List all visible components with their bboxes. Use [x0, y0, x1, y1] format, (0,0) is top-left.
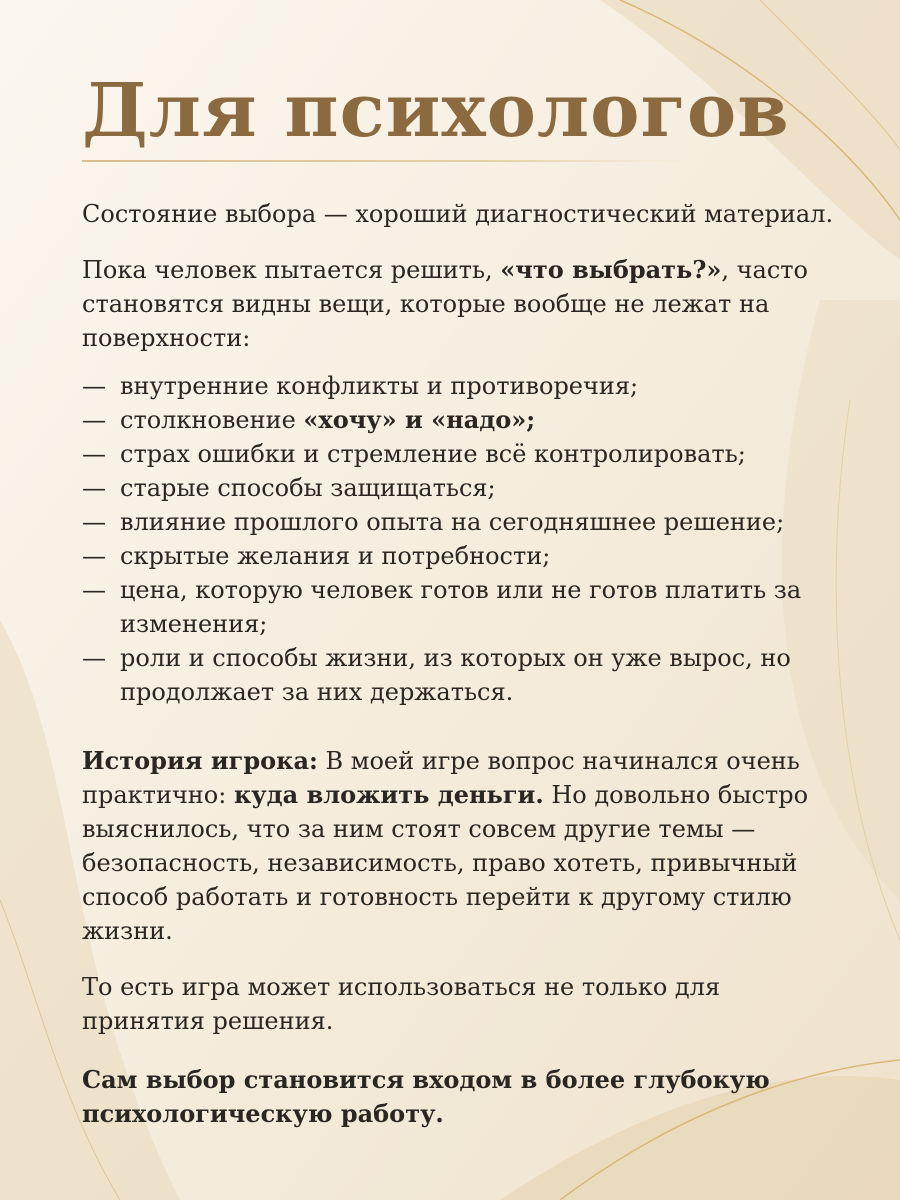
list-item — [82, 471, 842, 505]
title-divider — [82, 160, 686, 162]
intro-text: Состояние выбора — хороший диагностический материал. — [82, 200, 834, 228]
conclusion — [82, 1063, 842, 1131]
story-label: История игрока: — [82, 746, 318, 775]
list-item — [82, 403, 842, 437]
dash-marker: — — [82, 508, 106, 536]
dash-marker: — — [82, 576, 106, 604]
dash-marker: — — [82, 372, 106, 400]
list-item-text: цена, которую человек готов или не готов платить за изменения; — [120, 576, 802, 638]
player-story — [82, 744, 842, 948]
dash-marker: — — [82, 406, 106, 434]
list-item-text: старые способы защищаться; — [120, 474, 496, 502]
dash-marker: — — [82, 542, 106, 570]
para4-text: То есть игра может использоваться не только для принятия решения. — [82, 973, 721, 1035]
paragraph-4 — [82, 970, 842, 1038]
list-item-text: скрытые желания и потребности; — [120, 542, 551, 570]
list-item — [82, 641, 842, 709]
list-item — [82, 539, 842, 573]
list-item-bold: «хочу» и «надо»; — [303, 405, 536, 434]
paragraph-2 — [82, 253, 842, 355]
list-item-text: влияние прошлого опыта на сегодняшнее решение; — [120, 508, 785, 536]
list-item-text: роли и способы жизни, из которых он уже вырос, но продолжает за них держаться. — [120, 644, 791, 706]
story-text-1: В моей игре вопрос начинался очень практично: — [82, 747, 800, 809]
story-bold: куда вложить деньги. — [233, 780, 544, 809]
list-item — [82, 505, 842, 539]
list-item — [82, 573, 842, 641]
para2-pre: Пока человек пытается решить, — [82, 256, 501, 284]
page-title: Для психологов — [82, 68, 790, 154]
story-text-2: Но довольно быстро выяснилось, что за ним стоят совсем другие темы — безопасность, независимость, право хотеть, привычный способ работать и готовность перейти к другому стилю жизни. — [82, 781, 809, 945]
para2-post: , часто становятся видны вещи, которые вообще не лежат на поверхности: — [82, 256, 808, 352]
para2-bold: «что выбрать?» — [500, 255, 722, 284]
conclusion-text: Сам выбор становится входом в более глубокую психологическую работу. — [82, 1065, 770, 1128]
list-item — [82, 437, 842, 471]
list — [82, 369, 842, 709]
intro-paragraph — [82, 197, 842, 231]
dash-marker: — — [82, 474, 106, 502]
dash-marker: — — [82, 440, 106, 468]
list-item-text: столкновение — [120, 406, 304, 434]
dash-marker: — — [82, 644, 106, 672]
list-item-text: внутренние конфликты и противоречия; — [120, 372, 639, 400]
list-item-text: страх ошибки и стремление всё контролировать; — [120, 440, 746, 468]
list-item — [82, 369, 842, 403]
